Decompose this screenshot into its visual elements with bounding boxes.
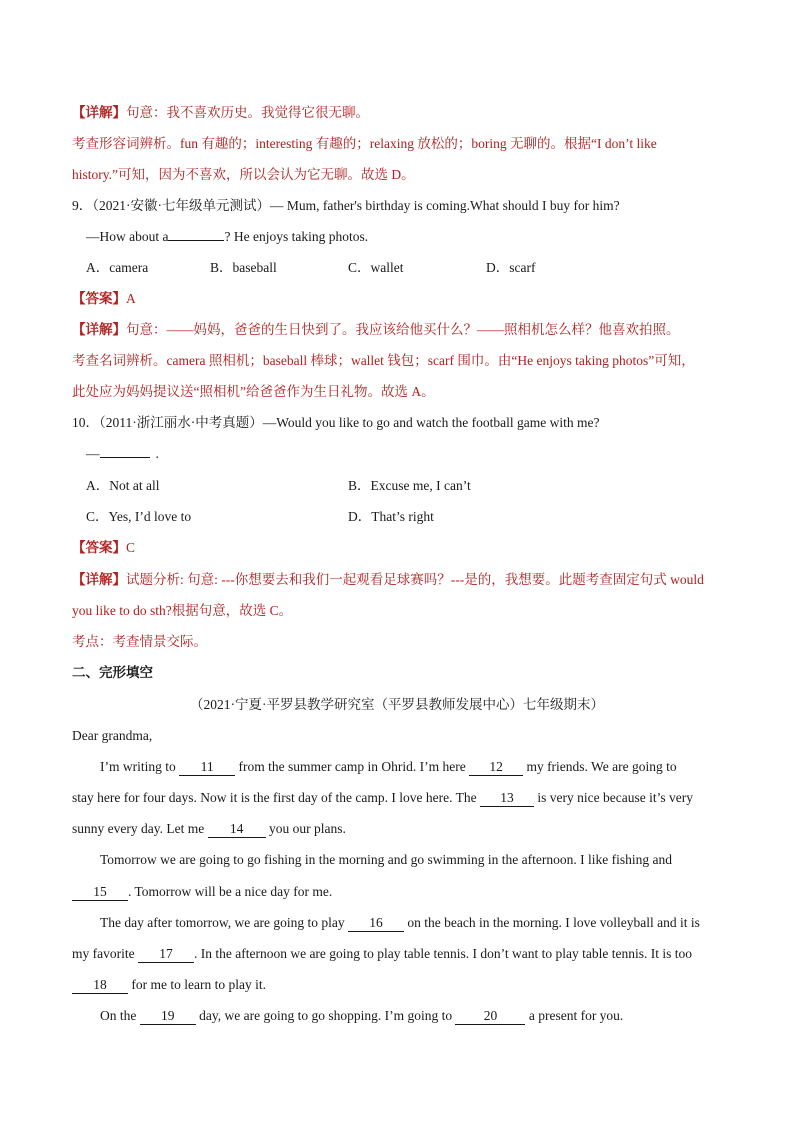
section-heading: 二、完形填空	[72, 665, 153, 681]
blank-16: 16	[348, 914, 404, 932]
q9-blank	[168, 240, 224, 241]
blank-18: 18	[72, 976, 128, 994]
q9-analysis-2: 此处应为妈妈提议送“照相机”给爸爸作为生日礼物。故选 A。	[72, 384, 435, 399]
blank-14: 14	[208, 820, 266, 838]
p1-line1: I’m writing to 11 from the summer camp in Ohrid. I’m here 12 my friends. We are going to	[100, 759, 677, 774]
q9-option-d: D．scarf	[486, 260, 536, 275]
blank-13: 13	[480, 789, 534, 807]
q9-line2: —How about a ? He enjoys taking photos.	[86, 229, 369, 244]
q9-answer: 【答案】A	[72, 291, 136, 306]
p3-line1: The day after tomorrow, we are going to play 16 on the beach in the morning. I love volleyball and it is	[100, 915, 700, 930]
q10-option-d: D．That’s right	[348, 509, 434, 524]
q10-options-row1	[72, 476, 722, 496]
q10-detail-2: you like to do sth?根据句意，故选 C。	[72, 603, 293, 618]
blank-12: 12	[469, 758, 523, 776]
q10-option-a: A．Not at all	[86, 478, 160, 493]
p2-line1: Tomorrow we are going to go fishing in the morning and go swimming in the afternoon. I like fishing and	[100, 852, 672, 867]
p2-line2: 15 . Tomorrow will be a nice day for me.	[72, 882, 722, 902]
q9-option-c: C．wallet	[348, 260, 404, 275]
q10-kaodian: 考点：考查情景交际。	[72, 634, 207, 649]
q10-options-row2	[72, 507, 722, 527]
passage-source: （2021·宁夏·平罗县教学研究室（平罗县教师发展中心）七年级期末）	[190, 697, 604, 712]
q10-option-c: C．Yes, I’d love to	[86, 509, 192, 524]
q9-detail: 【详解】句意：——妈妈，爸爸的生日快到了。我应该给他买什么？——照相机怎么样？他喜欢拍照。	[72, 322, 680, 337]
q9-stem: 9．（2021·安徽·七年级单元测试）— Mum, father's birthday is coming.What should I buy for him?	[72, 198, 620, 213]
blank-11: 11	[179, 758, 235, 776]
blank-19: 19	[140, 1007, 196, 1025]
q9-analysis-1: 考查名词辨析。camera 照相机；baseball 棒球；wallet 钱包；scarf 围巾。由“He enjoys taking photos”可知，	[72, 353, 695, 368]
p4-line1: On the 19 day, we are going to go shopping. I’m going to 20 a present for you.	[100, 1008, 624, 1023]
p1-line3: sunny every day. Let me 14 you our plans.	[72, 821, 346, 836]
q8-detail: 【详解】句意：我不喜欢历史。我觉得它很无聊。	[72, 105, 369, 120]
blank-15: 15	[72, 883, 128, 901]
q10-detail: 【详解】试题分析: 句意: ---你想要去和我们一起观看足球赛吗？---是的，我想要。此题考查固定句式 would	[72, 572, 704, 587]
q8-analysis-1: 考查形容词辨析。fun 有趣的；interesting 有趣的；relaxing 放松的；boring 无聊的。根据“I don’t like	[72, 136, 657, 151]
blank-20: 20	[455, 1007, 525, 1025]
p3-line2: my favorite 17 . In the afternoon we are going to play table tennis. I don’t want to play table tennis. It is too	[72, 946, 692, 961]
q10-blank	[100, 457, 150, 458]
q10-stem: 10．（2011·浙江丽水·中考真题）—Would you like to go and watch the football game with me?	[72, 415, 600, 430]
salutation: Dear grandma,	[72, 728, 153, 743]
q10-answer: 【答案】C	[72, 540, 136, 555]
q8-analysis-2: history.”可知，因为不喜欢，所以会认为它无聊。故选 D。	[72, 167, 415, 182]
q9-option-a: A．camera	[86, 260, 149, 275]
q9-option-b: B．baseball	[210, 260, 277, 275]
q9-options	[72, 258, 722, 278]
blank-17: 17	[138, 945, 194, 963]
p3-line3: 18 for me to learn to play it.	[72, 975, 722, 995]
q10-line2: — .	[86, 446, 159, 461]
q10-option-b: B．Excuse me, I can’t	[348, 478, 471, 493]
p1-line2: stay here for four days. Now it is the first day of the camp. I love here. The 13 is very nice because it’s very	[72, 790, 693, 805]
